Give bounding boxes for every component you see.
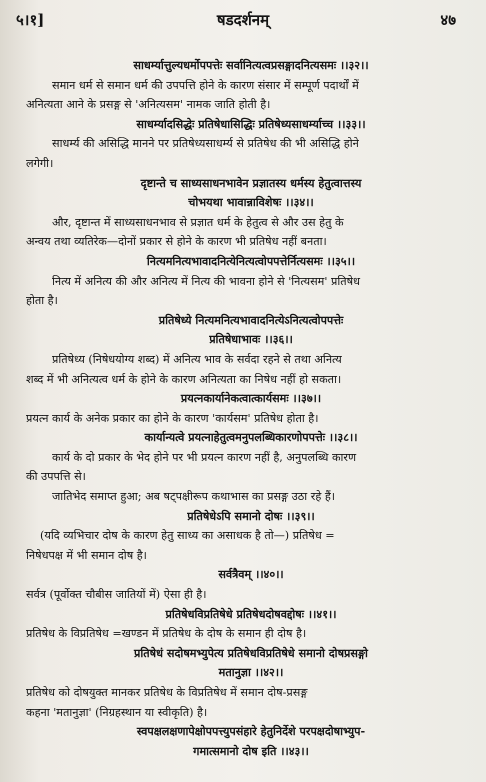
sutra-line: सर्वत्रैवम् ।।४०।। [218, 567, 284, 582]
commentary-line: शब्द में भी अनित्यत्व धर्म के होने के कारण अनित्यता का निषेध नहीं हो सकता। [26, 372, 342, 386]
commentary-line: कहना 'मतानुज्ञा' (निग्रहस्थान या स्वीकृति) है। [26, 705, 208, 719]
commentary-line: साधर्म्य की असिद्धि मानने पर प्रतिषेध्यसाधर्म्य से प्रतिषेध की भी असिद्धि होने [52, 137, 359, 151]
sutra-line: प्रतिषेधाभावः ।।३६।। [209, 332, 293, 347]
section-number: ५।१] [16, 11, 45, 29]
sutra-line: कार्यान्यत्वे प्रयत्नाहेतुत्वमनुपलब्धिकारणोपपत्तेः ।।३८।। [144, 430, 358, 445]
commentary-line: कार्य के दो प्रकार के भेद होने पर भी प्रयत्न कारण नहीं है, अनुपलब्धि कारण [52, 450, 357, 464]
commentary-line: (यदि व्यभिचार दोष के कारण हेतु साध्य का असाधक है तो—) प्रतिषेध = [40, 529, 335, 543]
commentary-line: प्रतिषेध को दोषयुक्त मानकर प्रतिषेध के विप्रतिषेध में समान दोष-प्रसङ्ग [26, 686, 308, 699]
sutra-line: प्रतिषेध्ये नित्यमनित्यभावादनित्येऽनित्यत्वोपपत्तेः [158, 312, 344, 327]
sutra-line: प्रतिषेधविप्रतिषेधे प्रतिषेधदोषवद्दोषः ।।४१।। [165, 606, 337, 621]
commentary-line: समान धर्म से समान धर्म की उपपत्ति होने के कारण संसार में सम्पूर्ण पदार्थों में [52, 78, 359, 92]
sutra-line: प्रतिषेधेऽपि समानो दोषः ।।३९।। [187, 508, 315, 523]
page-number: ४७ [440, 11, 456, 29]
sutra-line: साधर्म्यात्तुल्यधर्मोपपत्तेः सर्वानित्यत्वप्रसङ्गादनित्यसमः ।।३२।। [133, 58, 369, 72]
page-body [26, 56, 476, 761]
commentary-line: प्रतिषेध के विप्रतिषेध =खण्डन में प्रतिषेध के दोष के समान ही दोष है। [26, 627, 307, 641]
commentary-line: की उपपत्ति से। [26, 470, 86, 484]
sutra-line: मतानुज्ञा ।।४२।। [218, 665, 284, 680]
page-header [0, 8, 486, 34]
sutra-line: दृष्टान्ते च साध्यसाधनभावेन प्रज्ञातस्य धर्मस्य हेतुत्वात्तस्य [140, 175, 362, 190]
sutra-line: प्रतिषेधं सदोषमभ्युपेत्य प्रतिषेधविप्रतिषेधे समानो दोषप्रसङ्गो [134, 645, 368, 660]
commentary-line: सर्वत्र (पूर्वोक्त चौबीस जातियों में) ऐसा ही है। [26, 588, 207, 602]
sutra-line: गमात्समानो दोष इति ।।४३।। [193, 743, 309, 758]
commentary-line: निषेधपक्ष में भी समान दोष है। [26, 548, 147, 562]
commentary-line: होता है। [26, 294, 58, 308]
sutra-line: प्रयत्नकार्यानेकत्वात्कार्यसमः ।।३७।। [180, 391, 322, 406]
commentary-line: और, दृष्टान्त में साध्यसाधनभाव से प्रज्ञात धर्म के हेतुत्व से और उस हेतु के [52, 215, 344, 229]
commentary-line: नित्य में अनित्य की और अनित्य में नित्य की भावना होने से 'नित्यसम' प्रतिषेध [52, 274, 360, 288]
commentary-line: जातिभेद समाप्त हुआ; अब षट्पक्षीरूप कथाभास का प्रसङ्ग उठा रहे हैं। [52, 490, 336, 504]
commentary-line: प्रतिषेध्य (निषेधयोग्य शब्द) में अनित्य भाव के सर्वदा रहने से तथा अनित्य [52, 352, 342, 366]
sutra-line: नित्यमनित्यभावादनित्येनित्यत्वोपपत्तेर्नित्यसमः ।।३५।। [146, 253, 356, 268]
commentary-line: अन्वय तथा व्यतिरेक—दोनों प्रकार से होने के कारण भी प्रतिषेध नहीं बनता। [26, 235, 327, 249]
sutra-line: साधर्म्यादसिद्धेः प्रतिषेधासिद्धिः प्रतिषेध्यसाधर्म्याच्च ।।३३।। [136, 116, 366, 131]
commentary-line: प्रयत्न कार्य के अनेक प्रकार का होने के कारण 'कार्यसम' प्रतिषेध होता है। [26, 411, 319, 425]
commentary-line: लगेगी। [26, 156, 54, 170]
sutra-line: चोभयथा भावान्नाविशेषः ।।३४।। [188, 195, 314, 210]
commentary-line: अनित्यता आने के प्रसङ्ग से 'अनित्यसम' नामक जाति होती है। [26, 98, 271, 112]
running-title: षडदर्शनम् [216, 11, 270, 29]
sutra-line: स्वपक्षलक्षणापेक्षोपपत्त्युपसंहारे हेतुनिर्देशे परपक्षदोषाभ्युप- [136, 724, 366, 739]
